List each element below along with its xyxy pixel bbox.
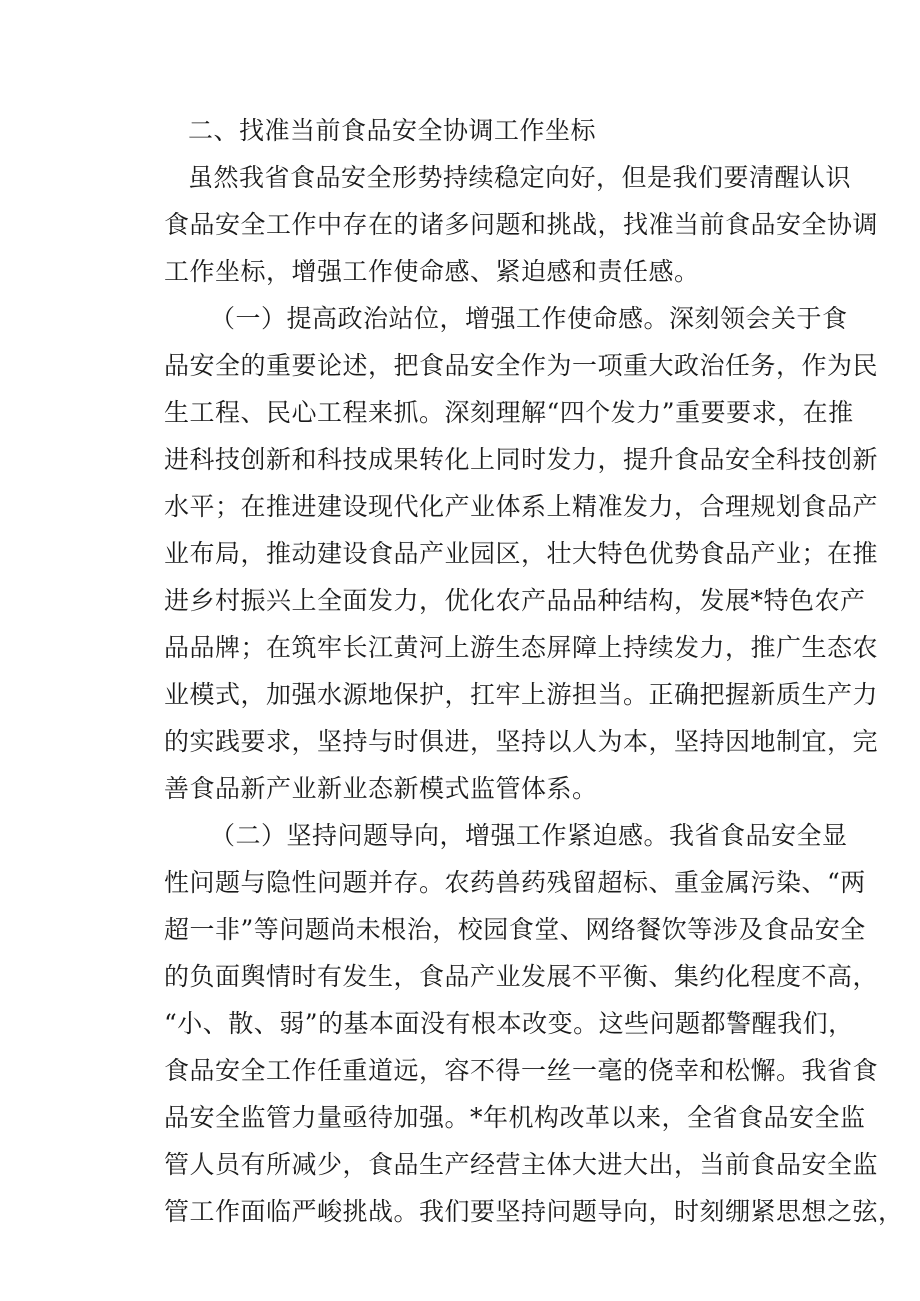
paragraph-2-line-1: （一）提高政治站位，增强工作使命感。深刻领会关于食 [210, 304, 848, 333]
paragraph-3-line-9: 管工作面临严峻挑战。我们要坚持问题导向，时刻绷紧思想之弦， [164, 1197, 904, 1226]
paragraph-2-line-11: 善食品新产业新业态新模式监管体系。 [164, 774, 598, 803]
paragraph-3-line-1: （二）坚持问题导向，增强工作紧迫感。我省食品安全显 [210, 821, 848, 850]
paragraph-2-line-5: 水平；在推进建设现代化产业体系上精准发力，合理规划食品产 [164, 492, 879, 521]
paragraph-2-line-4: 进科技创新和科技成果转化上同时发力，提升食品安全科技创新 [164, 445, 879, 474]
paragraph-2-line-2: 品安全的重要论述，把食品安全作为一项重大政治任务，作为民 [164, 351, 879, 380]
paragraph-2-line-6: 业布局，推动建设食品产业园区，壮大特色优势食品产业；在推 [164, 539, 879, 568]
paragraph-3-line-4: 的负面舆情时有发生，食品产业发展不平衡、集约化程度不高， [164, 962, 879, 991]
paragraph-1-line-2: 食品安全工作中存在的诸多问题和挑战，找准当前食品安全协调 [164, 210, 879, 239]
paragraph-3-line-8: 管人员有所减少，食品生产经营主体大进大出，当前食品安全监 [164, 1150, 879, 1179]
paragraph-3-line-3: 超一非”等问题尚未根治，校园食堂、网络餐饮等涉及食品安全 [164, 915, 866, 944]
paragraph-2-line-9: 业模式，加强水源地保护，扛牢上游担当。正确把握新质生产力 [164, 680, 879, 709]
section-heading: 二、找准当前食品安全协调工作坐标 [188, 116, 597, 145]
paragraph-3-line-2: 性问题与隐性问题并存。农药兽药残留超标、重金属污染、“两 [164, 868, 866, 897]
paragraph-3-line-6: 食品安全工作任重道远，容不得一丝一毫的侥幸和松懈。我省食 [164, 1056, 879, 1085]
paragraph-1-line-3: 工作坐标，增强工作使命感、紧迫感和责任感。 [164, 257, 700, 286]
paragraph-3-line-5: “小、散、弱”的基本面没有根本改变。这些问题都警醒我们， [164, 1009, 854, 1038]
paragraph-2-line-10: 的实践要求，坚持与时俱进，坚持以人为本，坚持因地制宜，完 [164, 727, 879, 756]
paragraph-3-line-7: 品安全监管力量亟待加强。*年机构改革以来，全省食品安全监 [164, 1103, 866, 1132]
paragraph-2-line-8: 品品牌；在筑牢长江黄河上游生态屏障上持续发力，推广生态农 [164, 633, 879, 662]
paragraph-1-line-1: 虽然我省食品安全形势持续稳定向好，但是我们要清醒认识 [188, 163, 852, 192]
paragraph-2-line-3: 生工程、民心工程来抓。深刻理解“四个发力”重要要求，在推 [164, 398, 854, 427]
paragraph-2-line-7: 进乡村振兴上全面发力，优化农产品品种结构，发展*特色农产 [164, 586, 866, 615]
